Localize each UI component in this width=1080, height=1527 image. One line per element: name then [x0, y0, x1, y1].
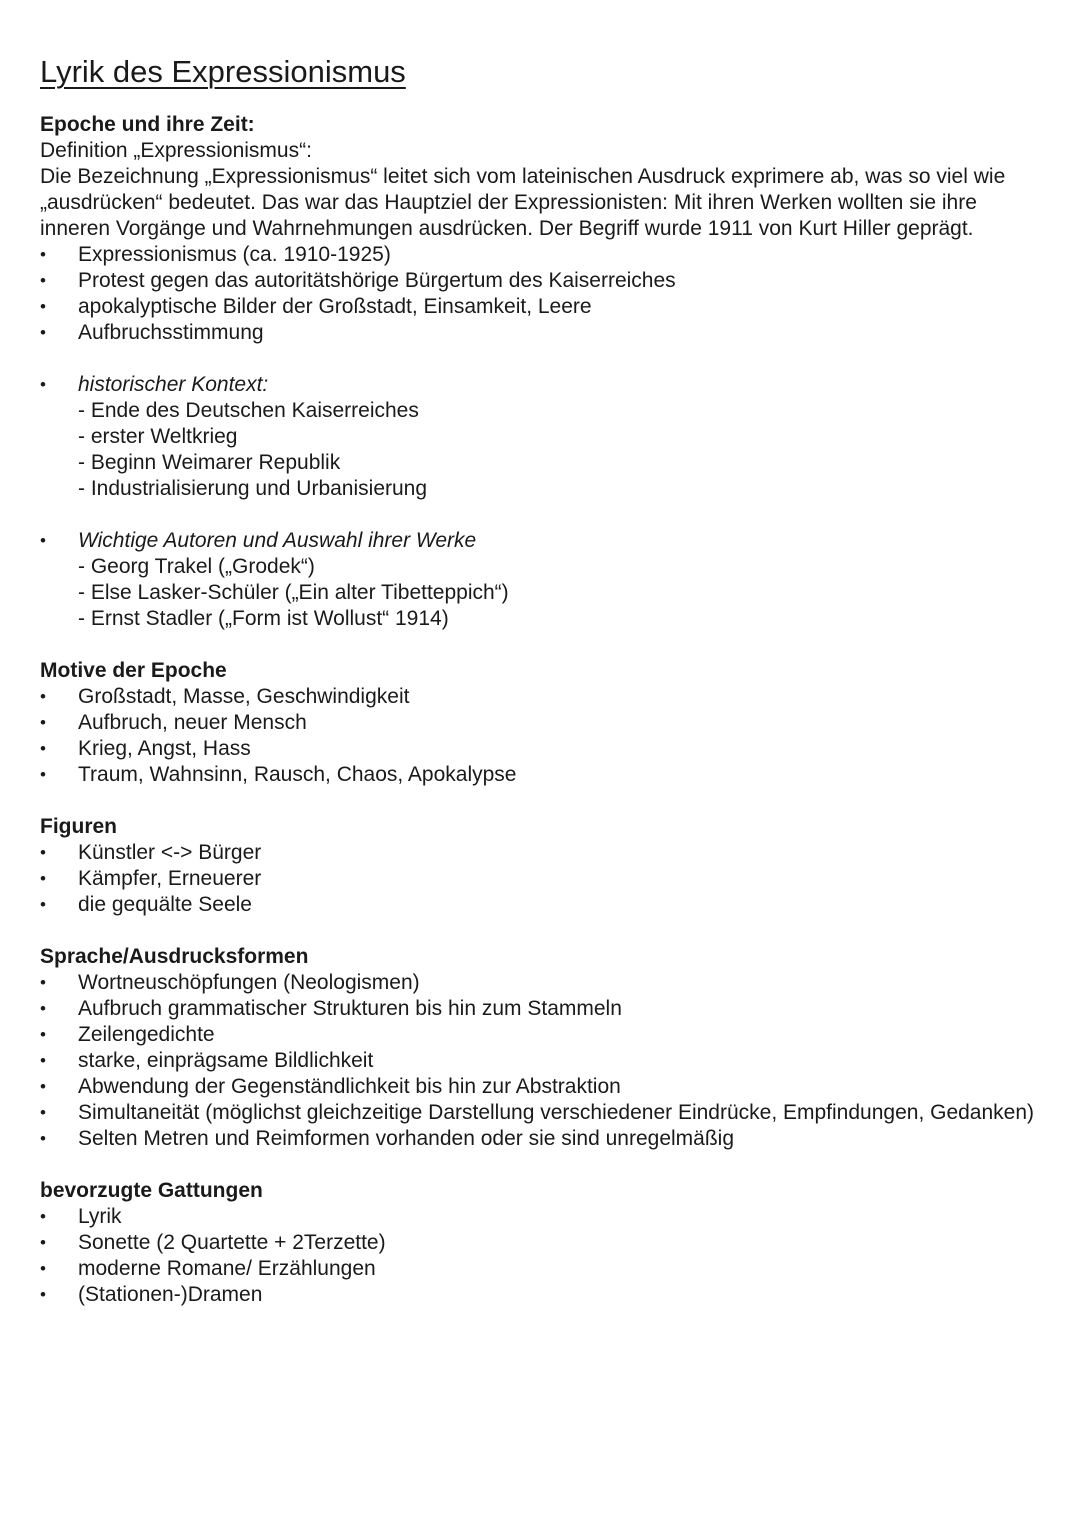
autoren-list [40, 528, 1040, 632]
list-item: • Lyrik [40, 1204, 1040, 1230]
page-title: Lyrik des Expressionismus [40, 54, 406, 89]
list-item: • Traum, Wahnsinn, Rausch, Chaos, Apokalypse [40, 762, 1040, 788]
autoren-subitem: - Ernst Stadler („Form ist Wollust“ 1914) [78, 607, 449, 630]
list-item: • Protest gegen das autoritätshörige Bürgertum des Kaiserreiches [40, 268, 1040, 294]
kontext-item [40, 372, 1040, 502]
motive-heading: Motive der Epoche [40, 659, 227, 682]
list-item: • (Stationen-)Dramen [40, 1282, 1040, 1308]
list-item: • moderne Romane/ Erzählungen [40, 1256, 1040, 1282]
autoren-subitem: - Georg Trakel („Grodek“) [78, 555, 315, 578]
list-item: • die gequälte Seele [40, 892, 1040, 918]
motive-list [40, 684, 1040, 788]
list-item: • Simultaneität (möglichst gleichzeitige Darstellung verschiedener Eindrücke, Empfindungen, Gedanken) [40, 1100, 1040, 1126]
kontext-subitem: - Industrialisierung und Urbanisierung [78, 477, 428, 500]
epoche-heading: Epoche und ihre Zeit: [40, 113, 255, 136]
kontext-subitem: - Ende des Deutschen Kaiserreiches [78, 399, 419, 422]
kontext-subitem: - Beginn Weimarer Republik [78, 451, 341, 474]
list-item: • Abwendung der Gegenständlichkeit bis hin zur Abstraktion [40, 1074, 1040, 1100]
list-item: • Selten Metren und Reimformen vorhanden oder sie sind unregelmäßig [40, 1126, 1040, 1152]
list-item: • Aufbruch, neuer Mensch [40, 710, 1040, 736]
list-item: • apokalyptische Bilder der Großstadt, Einsamkeit, Leere [40, 294, 1040, 320]
gattungen-heading: bevorzugte Gattungen [40, 1179, 263, 1202]
kontext-list [40, 372, 1040, 502]
definition-label: Definition „Expressionismus“: [40, 139, 312, 162]
kontext-label: historischer Kontext: [78, 373, 269, 396]
kontext-subitem: - erster Weltkrieg [78, 425, 238, 448]
autoren-label: Wichtige Autoren und Auswahl ihrer Werke [78, 529, 477, 552]
list-item: • Künstler <-> Bürger [40, 840, 1040, 866]
list-item: • Kämpfer, Erneuerer [40, 866, 1040, 892]
autoren-item [40, 528, 1040, 632]
list-item: • Zeilengedichte [40, 1022, 1040, 1048]
list-item: • starke, einprägsame Bildlichkeit [40, 1048, 1040, 1074]
gattungen-list [40, 1204, 1040, 1308]
list-item: • Sonette (2 Quartette + 2Terzette) [40, 1230, 1040, 1256]
sprache-heading: Sprache/Ausdrucksformen [40, 945, 309, 968]
list-item: • Wortneuschöpfungen (Neologismen) [40, 970, 1040, 996]
list-item: • Aufbruch grammatischer Strukturen bis hin zum Stammeln [40, 996, 1040, 1022]
definition-text: Die Bezeichnung „Expressionismus“ leitet sich vom lateinischen Ausdruck exprimere ab, was so viel wie „ausdrücken“ bedeutet. Das war das Hauptziel der Expressionisten: Mit ihren Werken wollten sie ihre inneren Vorgänge und Wahrnehmungen ausdrücken. Der Begriff wurde 1911 von Kurt Hiller geprägt. [40, 165, 1006, 240]
epoche-list [40, 242, 1040, 346]
list-item: • Großstadt, Masse, Geschwindigkeit [40, 684, 1040, 710]
autoren-subitem: - Else Lasker-Schüler („Ein alter Tibetteppich“) [78, 581, 509, 604]
list-item: • Expressionismus (ca. 1910-1925) [40, 242, 1040, 268]
list-item: • Aufbruchsstimmung [40, 320, 1040, 346]
list-item: • Krieg, Angst, Hass [40, 736, 1040, 762]
document-page [40, 52, 1040, 1308]
figuren-heading: Figuren [40, 815, 117, 838]
sprache-list [40, 970, 1040, 1152]
figuren-list [40, 840, 1040, 918]
